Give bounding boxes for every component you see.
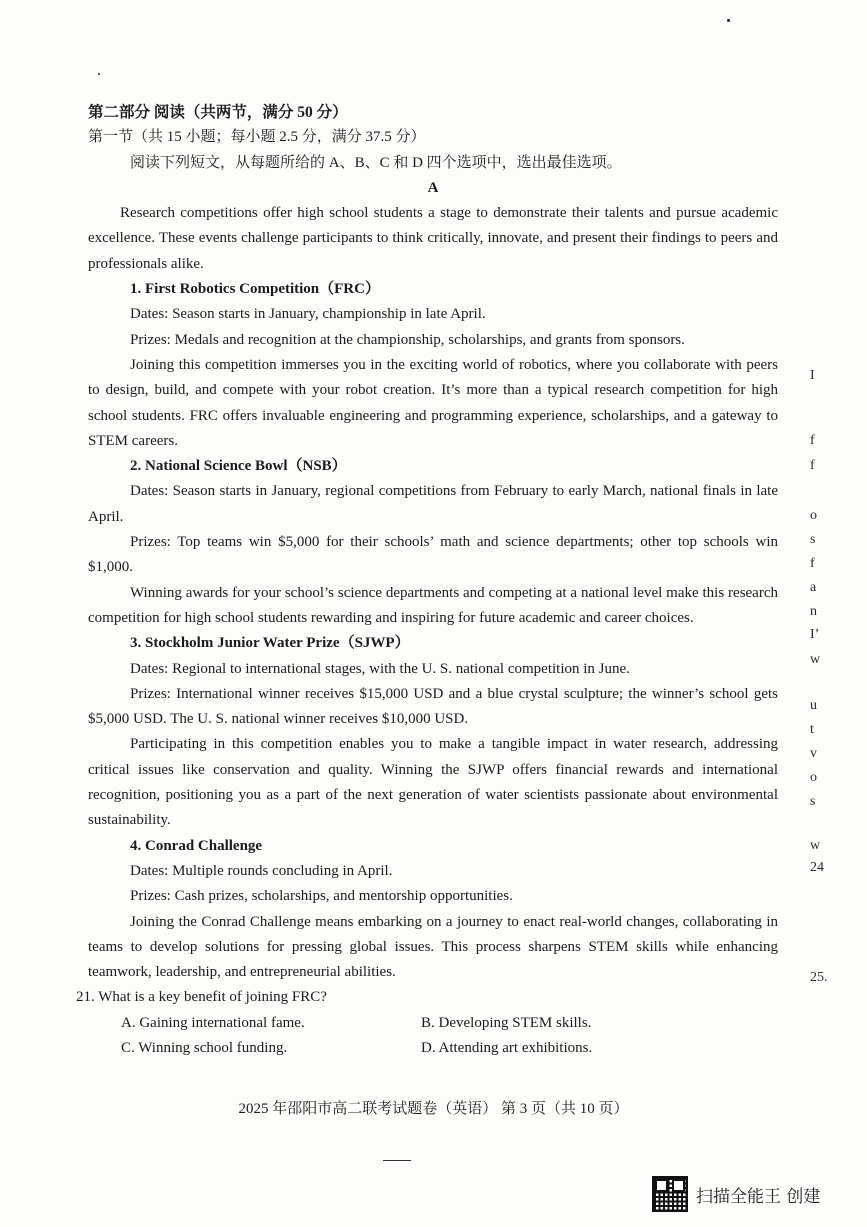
competition-title: 3. Stockholm Junior Water Prize（SJWP） (130, 635, 410, 652)
competition-nsb (88, 454, 778, 631)
scan-speck (727, 19, 730, 22)
margin-fragment: s (810, 794, 816, 809)
question-stem: 21. What is a key benefit of joining FRC? (76, 989, 327, 1006)
intro-paragraph: Research competitions offer high school students a stage to demonstrate their talents and pursue academic excellence. These events challenge participants to think critically, innovate, and present their findings to peers and professionals alike. (88, 205, 778, 272)
footer-divider (383, 1160, 411, 1161)
competition-dates: Dates: Season starts in January, championship in late April. (130, 306, 486, 323)
competition-prizes: Prizes: Top teams win $5,000 for their schools’ math and science departments; other top schools win $1,000. (88, 534, 778, 576)
competition-body: Joining the Conrad Challenge means embarking on a journey to enact real-world changes, collaborating in teams to develop solutions for pressing global issues. This process sharpens STEM skills while enhancing teamwork, leadership, and entrepreneurial abilities. (88, 913, 778, 981)
passage-label: A (427, 179, 439, 196)
margin-fragment: t (810, 722, 814, 737)
margin-fragment: f (810, 556, 815, 571)
margin-fragment: w (810, 652, 821, 667)
competition-dates: Dates: Multiple rounds concluding in April. (130, 862, 393, 879)
margin-fragment: u (810, 698, 817, 713)
competition-body: Winning awards for your school’s science departments and competing at a national level make this research competition for high school students rewarding and inspiring for future academic and career choices. (88, 584, 778, 626)
option-a: A. Gaining international fame. (121, 1014, 305, 1031)
competition-prizes: Prizes: Cash prizes, scholarships, and mentorship opportunities. (130, 888, 513, 905)
scan-speck (98, 73, 100, 75)
competition-dates: Dates: Regional to international stages, with the U. S. national competition in June. (130, 660, 630, 677)
competition-prizes: Prizes: Medals and recognition at the championship, scholarships, and grants from sponsors. (130, 331, 685, 348)
answer-options (88, 1011, 778, 1062)
competition-body: Joining this competition immerses you in the exciting world of robotics, where you collaborate with peers to design, build, and compete with your robot creation. It’s more than a typical research competition for high school students. FRC offers invaluable engineering and programming experience, scholarships, and a gateway to STEM careers. (88, 356, 778, 449)
margin-fragment: 25. (810, 970, 828, 985)
instruction-text: 阅读下列短文，从每题所给的 A、B、C 和 D 四个选项中，选出最佳选项。 (130, 154, 622, 171)
competition-title: 1. First Robotics Competition（FRC） (130, 281, 380, 298)
competition-prizes: Prizes: International winner receives $15,000 USD and a blue crystal sculpture; the winner’s school gets $5,000 USD. The U. S. national winner receives $10,000 USD. (88, 685, 778, 728)
competition-frc (88, 277, 778, 454)
margin-fragment: o (810, 508, 817, 523)
margin-fragment: w (810, 838, 821, 853)
margin-fragment: I (810, 368, 815, 383)
margin-fragment: 24 (810, 860, 824, 875)
scanner-watermark (652, 1176, 820, 1212)
competition-title: 2. National Science Bowl（NSB） (130, 458, 347, 475)
page-footer: 2025 年邵阳市高二联考试题卷（英语） 第 3 页（共 10 页） (238, 1101, 629, 1117)
qr-code-icon (652, 1176, 688, 1212)
margin-fragment: n (810, 604, 817, 619)
margin-fragment: s (810, 532, 816, 547)
option-d: D. Attending art exhibitions. (421, 1039, 593, 1056)
margin-fragment: I’ (810, 627, 820, 642)
competition-conrad (88, 834, 778, 986)
margin-fragment: o (810, 770, 817, 785)
reading-section (76, 100, 778, 1061)
option-c: C. Winning school funding. (121, 1039, 288, 1056)
margin-fragment: a (810, 580, 817, 595)
competition-body: Participating in this competition enables you to make a tangible impact in water research, addressing critical issues like conservation and quality. Winning the SJWP offers financial rewards and international recognition, positioning you as a part of the next generation of water scientists passionate about environmental sustainability. (88, 736, 778, 829)
margin-fragment: f (810, 433, 815, 448)
competition-dates: Dates: Season starts in January, regional competitions from February to early March, national finals in late April. (88, 483, 778, 525)
section-title: 第一节（共 15 小题；每小题 2.5 分，满分 37.5 分） (88, 129, 426, 146)
competition-title: 4. Conrad Challenge (130, 837, 263, 854)
competition-sjwp (88, 631, 778, 833)
part-title: 第二部分 阅读（共两节，满分 50 分） (88, 104, 348, 121)
question-21 (76, 985, 778, 1061)
option-b: B. Developing STEM skills. (421, 1014, 592, 1031)
margin-fragment: f (810, 458, 815, 473)
watermark-text: 扫描全能王 创建 (696, 1186, 821, 1207)
margin-fragment: v (810, 746, 817, 761)
